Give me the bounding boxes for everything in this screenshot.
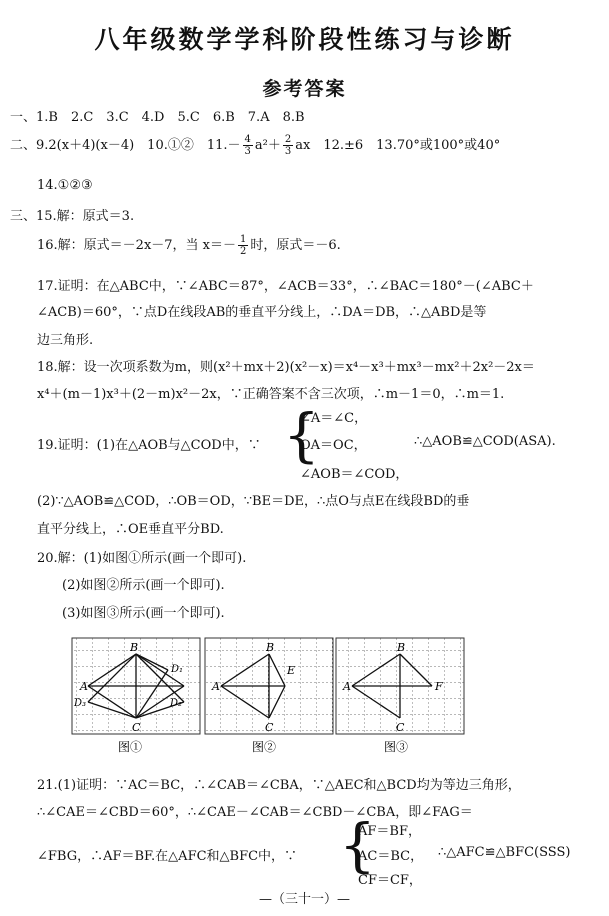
label-B: B [397,641,406,654]
section-1-answers: 一、1.B 2.C 3.C 4.D 5.C 6.B 7.A 8.B [10,110,305,125]
fraction-1-2 [238,234,248,257]
q19-condition-3: ∠AOB＝∠COD， [300,467,409,482]
numerator: 4 [244,134,251,145]
q16-text-b: 时，原式＝－6. [250,238,341,253]
label-C: C [265,721,274,734]
grid-figures [60,634,600,759]
label-D3: D₃ [74,698,87,709]
figure-3 [336,638,464,754]
answer-key-heading: 参考答案 [262,78,347,100]
figure-3-caption: 图③ [384,740,409,754]
question-19-part2-line-1: (2)∵△AOB≌△COD，∴OB＝OD，∵BE＝DE，∴点O与点E在线段BD的垂 [37,494,470,509]
grid-figures-svg [60,634,600,759]
q19-conclusion: ∴△AOB≌△COD(ASA). [414,434,556,449]
fraction-4-3 [243,134,253,157]
question-18-line-2: x⁴＋(m－1)x³＋(2－m)x²－2x，∵正确答案不含三次项，∴m－1＝0，∴m＝1. [37,387,505,402]
numerator: 2 [284,134,292,145]
section-2-answers [10,134,500,157]
denominator: 2 [240,246,247,257]
page-number: —（三十一）— [258,892,350,907]
q21-condition-1: AF＝BF， [358,824,421,839]
numerator: 1 [240,234,247,245]
question-20-line-1: 20.解：(1)如图①所示(画一个即可). [37,551,247,566]
label-E: E [287,664,296,677]
denominator: 3 [244,146,251,157]
system-brace: { [283,401,320,469]
figure-2 [205,638,333,754]
question-17-line-2: ∠ACB)＝60°，∵点D在线段AB的垂直平分线上，∴DA＝DB，∴△ABD是等 [37,305,487,320]
question-14-answer: 14.①②③ [37,178,93,193]
label-A: A [343,680,351,693]
q19-condition-1: ∠A＝∠C， [300,411,368,426]
question-21-line-3: ∠FBG，∴AF＝BF.在△AFC和△BFC中，∵ [37,849,298,864]
label-A: A [212,680,220,693]
label-A: A [80,680,88,693]
label-B: B [266,641,275,654]
question-16-answer [37,234,341,257]
label-D2: D₂ [170,698,183,709]
label-B: B [130,641,139,654]
question-21-line-1: 21.(1)证明：∵AC＝BC，∴∠CAB＝∠CBA，∵△AEC和△BCD均为等边三角形， [37,778,521,793]
sec2-part-a: 二、9.2(x＋4)(x－4) 10.①② 11.－ [10,138,241,153]
question-19-part2-line-2: 直平分线上，∴OE垂直平分BD. [37,522,224,537]
fraction-2-3 [283,134,293,157]
denominator: 3 [284,146,292,157]
sec2-part-c: ax 12.±6 13.70°或100°或40° [295,138,501,153]
question-21-line-2: ∴∠CAE＝∠CBD＝60°，∴∠CAE－∠CAB＝∠CBD－∠CBA，即∠FAG＝ [37,805,473,820]
sec2-part-b: a²＋ [254,138,281,153]
q21-condition-3: CF＝CF， [358,873,422,888]
question-18-line-1: 18.解：设一次项系数为m，则(x²＋mx＋2)(x²－x)＝x⁴－x³＋mx³－mx²＋2x²－2x＝ [37,360,535,375]
system-brace-2: { [339,811,376,879]
question-20-line-3: (3)如图③所示(画一个即可). [62,606,225,621]
figure-1-caption: 图① [118,740,143,754]
figure-1 [72,638,200,754]
question-19-lead: 19.证明：(1)在△AOB与△COD中，∵ [37,438,261,453]
q21-condition-2: AC＝BC， [358,849,424,864]
label-C: C [396,721,405,734]
figure-2-caption: 图② [252,740,277,754]
q16-text-a: 16.解：原式＝－2x－7，当 x＝－ [37,238,237,253]
question-17-line-1: 17.证明：在△ABC中，∵∠ABC＝87°，∠ACB＝33°，∴∠BAC＝180°－(∠ABC＋ [37,279,534,294]
label-D1: D₁ [171,664,184,675]
label-C: C [132,721,141,734]
q19-condition-2: OA＝OC， [300,438,367,453]
question-15-answer: 三、15.解：原式＝3. [10,209,135,224]
page-title: 八年级数学学科阶段性练习与诊断 [94,25,515,54]
question-17-line-3: 边三角形. [37,333,94,348]
question-20-line-2: (2)如图②所示(画一个即可). [62,578,225,593]
q21-conclusion: ∴△AFC≌△BFC(SSS) [438,845,571,860]
label-F: F [435,680,443,693]
